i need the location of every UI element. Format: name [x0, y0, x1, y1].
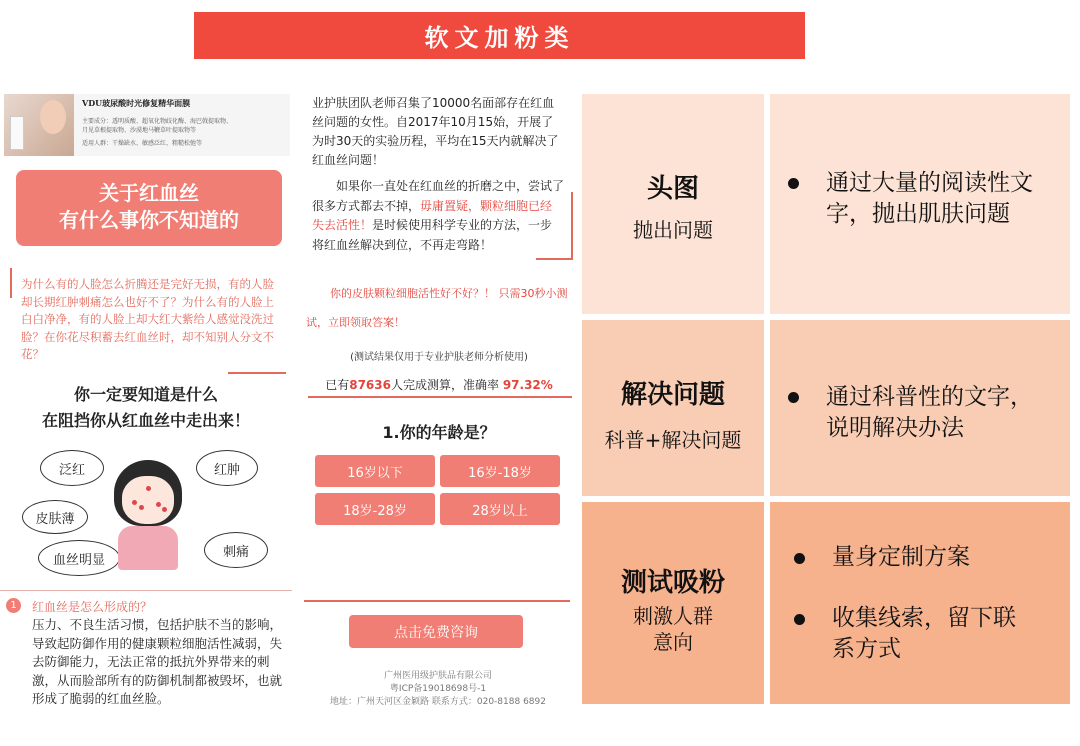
row-3-heading: 测试吸粉: [620, 568, 725, 598]
product-ingredients-1: 主要成分：透明质酸、超氧化物歧化酶、海巴戟提取物、: [82, 118, 233, 125]
bubble-redness: 泛红: [40, 450, 104, 486]
divider: [0, 590, 292, 591]
product-bottle-shape: [10, 116, 24, 150]
row-1-bullet-1-line-2: 字，抛出肌肤问题: [826, 201, 1010, 227]
option-16-18[interactable]: 16岁-18岁: [440, 455, 560, 487]
count-text: 已有: [325, 378, 350, 392]
accent-line: [228, 372, 286, 374]
bubble-visible-veins: 血丝明显: [38, 540, 120, 576]
article-panel: [0, 82, 292, 712]
row-2-bullet-1-line-1: 通过科普性的文字，: [826, 384, 1033, 410]
bullet-dot: [794, 614, 805, 625]
intro-paragraph: 业护肤团队老师召集了10000名面部存在红血丝问题的女性。自2017年10月15始，开展了为时30天的实验历程，平均在15天内就解决了红血丝问题！: [312, 96, 559, 167]
quiz-note: (测试结果仅用于专业护肤老师分析使用): [350, 352, 528, 363]
product-ingredients-2: 月见草根提取物、沙漠地马鞭草叶提取物等: [82, 127, 197, 134]
red-spot: [156, 502, 161, 507]
quiz-prompt: 你的皮肤颗粒细胞活性好不好？！ 只需30秒小测试，立即领取答案！: [306, 287, 568, 329]
row-1-label-cell: [582, 94, 764, 314]
contact-info: 地址：广州天河区金颖路 联系方式：020-8188 6892: [330, 697, 546, 707]
divider: [308, 396, 572, 398]
intro-highlight: 毋庸置疑，颗粒细胞已经失去活性！: [312, 198, 553, 232]
row-3-bullet-2-line-2: 系方式: [832, 636, 901, 662]
girl-figure: [108, 460, 188, 570]
row-3-subheading-2: 意向: [653, 630, 693, 654]
bubble-thin-skin: 皮肤薄: [22, 500, 88, 534]
bullet-dot: [794, 553, 805, 564]
bullet-dot: [788, 178, 799, 189]
red-spot: [139, 505, 144, 510]
model-face-shape: [40, 100, 66, 134]
count-number: 87636: [349, 378, 391, 392]
quiz-panel: [300, 82, 578, 712]
count-text: 人完成测算，准确率: [390, 378, 499, 392]
step-body: 压力、不良生活习惯，包括护肤不当的影响，导致起防御作用的健康颗粒细胞活性减弱，失去防御能力，无法正常的抵抗外界带来的刺激，从而脸部所有的防御机制都被毁坏，也就形成了脆弱的红血丝脸。: [32, 617, 283, 706]
row-3-detail-cell: [770, 502, 1070, 704]
row-2-subheading: 科普+解决问题: [604, 428, 742, 452]
icp-number: 粤ICP备19018698号-1: [389, 684, 487, 694]
know-heading: [0, 382, 292, 434]
intro-paragraph-2: [312, 177, 564, 255]
product-card: [4, 94, 290, 156]
article-banner: [16, 170, 282, 246]
row-1-bullet-1-line-1: 通过大量的阅读性文: [826, 170, 1033, 196]
product-name: VDU玻尿酸时光修复精华面膜: [82, 98, 191, 108]
cartoon-illustration: [20, 444, 280, 576]
option-18-28[interactable]: 18岁-28岁: [315, 493, 435, 525]
row-3-bullet-2-line-1: 收集线索，留下联: [832, 605, 1016, 631]
row-2-detail-cell: [770, 320, 1070, 496]
accent-line: [571, 192, 573, 258]
row-1-heading: 头图: [646, 174, 699, 204]
step-number-badge: 1: [6, 598, 21, 613]
know-line-2: 在阻挡你从红血丝中走出来！: [41, 411, 250, 430]
row-2-bullet-1-line-2: 说明解决办法: [826, 415, 964, 441]
bullet-dot: [788, 392, 799, 403]
girl-body: [118, 526, 178, 570]
question-title: 1.你的年龄是？: [382, 423, 496, 442]
row-3-bullet-1: 量身定制方案: [832, 544, 970, 570]
accuracy-rate: 97.32%: [502, 378, 553, 392]
row-2-heading: 解决问题: [620, 380, 725, 410]
free-consult-button[interactable]: 点击免费咨询: [349, 615, 523, 648]
banner-line-1: 关于红血丝: [99, 181, 199, 205]
page-title: 软文加粉类: [194, 12, 805, 59]
step-title: 红血丝是怎么形成的？: [32, 600, 153, 614]
accent-line: [536, 258, 573, 260]
intro-text: 是时候使用科学专业的方法，一步将红血丝解决到位，不再走弯路！: [312, 218, 553, 252]
accent-line: [10, 268, 12, 298]
red-spot: [132, 500, 137, 505]
row-1-detail-cell: [770, 94, 1070, 314]
row-2-label-cell: [582, 320, 764, 496]
row-1-subheading: 抛出问题: [633, 218, 713, 242]
completion-count: [300, 376, 578, 393]
row-3-label-cell: [582, 502, 764, 704]
product-photo: [4, 94, 74, 156]
red-spot: [146, 486, 151, 491]
option-over-28[interactable]: 28岁以上: [440, 493, 560, 525]
option-under-16[interactable]: 16岁以下: [315, 455, 435, 487]
know-line-1: 你一定要知道是什么: [73, 385, 218, 404]
banner-line-2: 有什么事你不知道的: [59, 208, 239, 232]
bubble-stinging: 刺痛: [204, 532, 268, 568]
divider: [304, 600, 570, 602]
intro-text: 如果你一直处在红血丝的折磨之中，尝试了很多方式都去不掉，: [312, 179, 565, 213]
bubble-swelling: 红肿: [196, 450, 258, 486]
company-name: 广州医用级护肤品有限公司: [383, 671, 492, 681]
red-spot: [162, 507, 167, 512]
row-3-subheading-1: 刺激人群: [633, 604, 713, 628]
girl-face: [122, 476, 174, 524]
question-paragraph: 为什么有的人脸怎么折腾还是完好无损，有的人脸却长期红肿刺痛怎么也好不了？为什么有的人脸上白白净净，有的人脸上却大红大紫给人感觉没洗过脸？在你花尽积蓄去红血丝时，却不知别人分文不花？: [21, 277, 274, 361]
product-audience: 适用人群：干燥缺水、敏感泛红、粗糙松弛等: [82, 140, 203, 147]
